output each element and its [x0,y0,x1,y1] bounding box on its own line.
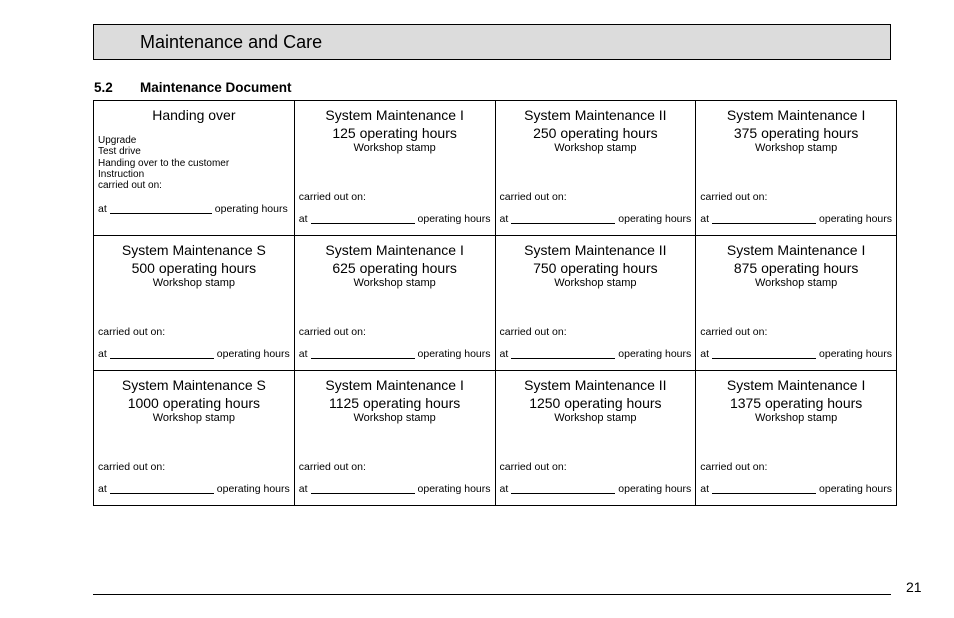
at-label: at [98,483,107,495]
section-number: 5.2 [94,80,113,95]
maintenance-cell [295,371,496,506]
carried-out-label: carried out on: [499,461,567,473]
maintenance-title [496,106,696,142]
maintenance-type: System Maintenance II [524,242,667,258]
handover-item: Instruction [98,168,145,180]
chapter-header [93,24,891,60]
hours-blank[interactable] [511,349,615,359]
unit-label: operating hours [214,203,288,215]
at-label: at [298,213,308,225]
maintenance-cell [496,101,697,236]
workshop-stamp-label: Workshop stamp [754,277,838,289]
hours-field [700,348,892,360]
maintenance-cell [94,371,295,506]
maintenance-type: System Maintenance I [726,107,866,123]
workshop-stamp-label: Workshop stamp [554,277,637,289]
page-number: 21 [906,579,922,595]
maintenance-type: System Maintenance I [325,377,464,393]
unit-label: operating hours [819,348,892,360]
maintenance-type: System Maintenance I [325,242,464,258]
at-label: at [298,483,308,495]
handover-item: Handing over to the customer [98,157,230,169]
hours-blank[interactable] [110,349,214,359]
maintenance-hours: 750 operating hours [533,260,658,276]
maintenance-type: System Maintenance II [524,107,667,123]
hours-blank[interactable] [511,484,615,494]
workshop-stamp-label: Workshop stamp [353,142,436,154]
maintenance-cell [496,236,697,371]
maintenance-title [496,376,696,412]
workshop-stamp-label: Workshop stamp [152,277,236,289]
hours-field [700,483,892,495]
maintenance-cell [496,371,697,506]
unit-label: operating hours [216,483,290,495]
section-heading [94,80,292,95]
workshop-stamp-label: Workshop stamp [353,412,436,424]
workshop-stamp-label: Workshop stamp [554,412,637,424]
maintenance-title [94,241,294,277]
unit-label: operating hours [618,483,692,495]
at-label: at [499,348,509,360]
hours-field [500,348,692,360]
carried-out-label: carried out on: [700,326,768,338]
hours-blank[interactable] [311,214,415,224]
maintenance-type: System Maintenance I [726,242,866,258]
maintenance-grid [93,100,897,506]
hours-field [500,483,692,495]
unit-label: operating hours [417,483,491,495]
maintenance-hours: 500 operating hours [131,260,257,276]
handover-items [98,135,229,191]
at-label: at [700,348,710,360]
hours-field [299,348,491,360]
maintenance-title [496,241,696,277]
at-label: at [700,483,710,495]
maintenance-type: System Maintenance II [524,377,667,393]
hours-blank[interactable] [311,484,415,494]
carried-out-label: carried out on: [499,326,567,338]
maintenance-hours: 125 operating hours [332,125,457,141]
at-label: at [98,203,107,215]
carried-out-label: carried out on: [298,326,366,338]
at-label: at [298,348,308,360]
maintenance-title [94,376,294,412]
at-label: at [499,213,509,225]
maintenance-cell [295,101,496,236]
maintenance-type: System Maintenance I [726,377,866,393]
hours-blank[interactable] [712,484,816,494]
hours-field [700,213,892,225]
hours-blank[interactable] [110,204,212,214]
maintenance-hours: 250 operating hours [533,125,658,141]
unit-label: operating hours [417,213,491,225]
maintenance-type: System Maintenance S [121,242,266,258]
hours-field [98,203,288,215]
carried-out-label: carried out on: [98,326,166,338]
handover-item: Test drive [98,146,141,158]
carried-out-label: carried out on: [98,180,162,192]
carried-out-label: carried out on: [298,191,366,203]
maintenance-hours: 1375 operating hours [729,395,863,411]
maintenance-hours: 1000 operating hours [127,395,261,411]
maintenance-title [696,376,896,412]
maintenance-cell [696,371,897,506]
workshop-stamp-label: Workshop stamp [353,277,436,289]
maintenance-type: System Maintenance I [325,107,464,123]
handover-cell [94,101,295,236]
carried-out-label: carried out on: [98,461,166,473]
hours-blank[interactable] [511,214,615,224]
handover-title: Handing over [152,107,236,123]
maintenance-type: System Maintenance S [121,377,266,393]
unit-label: operating hours [819,213,892,225]
unit-label: operating hours [618,213,692,225]
unit-label: operating hours [417,348,491,360]
hours-field [500,213,692,225]
workshop-stamp-label: Workshop stamp [754,412,838,424]
maintenance-cell [696,236,897,371]
workshop-stamp-label: Workshop stamp [554,142,637,154]
maintenance-hours: 875 operating hours [733,260,859,276]
carried-out-label: carried out on: [700,191,768,203]
maintenance-cell [696,101,897,236]
carried-out-label: carried out on: [700,461,768,473]
unit-label: operating hours [819,483,892,495]
at-label: at [700,213,710,225]
maintenance-hours: 375 operating hours [733,125,859,141]
at-label: at [98,348,107,360]
maintenance-hours: 625 operating hours [332,260,457,276]
workshop-stamp-label: Workshop stamp [152,412,236,424]
workshop-stamp-label: Workshop stamp [754,142,838,154]
hours-blank[interactable] [110,484,214,494]
maintenance-cell [94,236,295,371]
maintenance-cell [295,236,496,371]
carried-out-label: carried out on: [499,191,567,203]
hours-field [299,483,491,495]
hours-field [299,213,491,225]
unit-label: operating hours [216,348,290,360]
hours-field [98,348,290,360]
handover-item: Upgrade [98,135,137,146]
hours-blank[interactable] [712,214,816,224]
footer-rule [93,594,891,595]
maintenance-hours: 1250 operating hours [529,395,662,411]
hours-blank[interactable] [712,349,816,359]
carried-out-label: carried out on: [298,461,366,473]
maintenance-hours: 1125 operating hours [328,395,461,411]
section-title: Maintenance Document [140,80,292,95]
hours-blank[interactable] [311,349,415,359]
maintenance-title [696,241,896,277]
maintenance-title [696,106,896,142]
at-label: at [499,483,509,495]
maintenance-title [295,106,495,142]
unit-label: operating hours [618,348,692,360]
maintenance-title [295,376,495,412]
maintenance-title [295,241,495,277]
chapter-title: Maintenance and Care [140,32,323,52]
hours-field [98,483,290,495]
